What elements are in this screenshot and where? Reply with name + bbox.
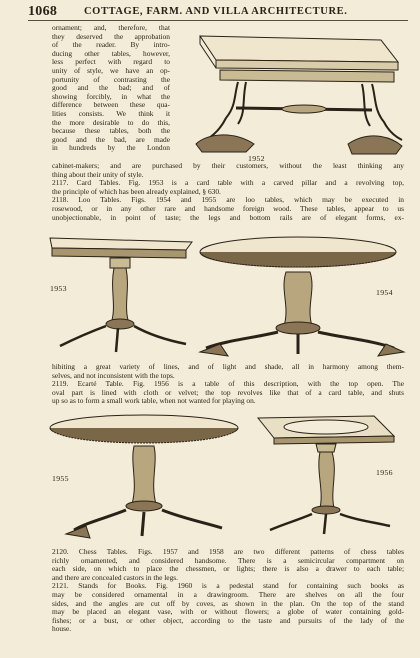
figure-1956 xyxy=(254,410,410,542)
figure-number: 1953 xyxy=(50,284,67,293)
text-line: hibiting a great variety of lines, and of light and shade, all in harmony among them- xyxy=(52,362,404,371)
text-line: ducing other tables, however, xyxy=(52,48,170,58)
text-line: the more desirable to do this, xyxy=(52,117,170,127)
text-line: good and the bad, are made xyxy=(52,134,170,144)
text-line: may be placed an elegant vase, with or without flowers; a globe of water containing gold- xyxy=(52,607,404,617)
text-line: each side, on which to place the chessmen, or lights; there is also a drawer to each table; xyxy=(52,564,404,574)
text-line: the principle of which has been already explained, § 630. xyxy=(52,186,221,196)
text-line: lities consists. We think it xyxy=(52,108,170,118)
text-line: ornament; and, therefore, that xyxy=(52,23,170,32)
text-line: portunity of contrasting the xyxy=(52,74,170,84)
paragraph-chess-tables-book-stands xyxy=(52,548,404,634)
text-line: and there are concealed castors in the legs. xyxy=(52,572,178,582)
figure-1952 xyxy=(176,26,406,166)
text-line: unity of style, we have an op- xyxy=(52,65,170,75)
text-line: thing about their unity of style. xyxy=(52,169,144,179)
text-line: difference between these qua- xyxy=(52,100,170,110)
text-line: they deserved the approbation xyxy=(52,31,170,41)
figure-number: 1954 xyxy=(376,288,393,297)
text-line: 2117. Card Tables. Fig. 1953 is a card table with a carved pillar and a revolving top, xyxy=(52,178,404,188)
page-header xyxy=(28,4,408,20)
text-line: in hundreds by the London xyxy=(52,143,170,153)
text-line: cabinet-makers; and are purchased by their customers, without the least thinking any xyxy=(52,161,404,170)
figure-number: 1956 xyxy=(376,468,393,477)
text-line: house. xyxy=(52,624,72,634)
text-line: of the reader. By intro- xyxy=(52,40,170,50)
text-line: oval part is lined with cloth or velvet; the top revolves like that of a card table, and shuts xyxy=(52,387,404,397)
page-number: 1068 xyxy=(28,4,58,19)
text-line: 2120. Chess Tables. Figs. 1957 and 1958 are two different patterns of chess tables xyxy=(52,547,404,556)
running-title: COTTAGE, FARM. AND VILLA ARCHITECTURE. xyxy=(84,6,348,17)
text-line: richly ornamented, and considered handsome. There is a semicircular compartment on xyxy=(52,555,404,565)
figure-1953 xyxy=(46,228,196,358)
table-illustration-1953 xyxy=(46,228,196,358)
text-line: 2121. Stands for Books. Fig. 1960 is a pedestal stand for containing such books as xyxy=(52,581,404,591)
text-line: less perfect with regard to xyxy=(52,57,170,67)
paragraph-ecarte-table xyxy=(52,363,404,406)
text-line: 2118. Loo Tables. Figs. 1954 and 1955 are loo tables, which may be executed in xyxy=(52,195,404,205)
text-line: may be considered ornamental in a drawingroom. There are shelves on all the four xyxy=(52,589,404,599)
paragraph-intro xyxy=(52,24,170,153)
paragraph-card-loo-tables xyxy=(52,162,404,222)
text-line: good and the bad; and of xyxy=(52,83,170,93)
text-line: unobjectionable, in point of taste; the legs and bottom rails are of elegant forms, ex- xyxy=(52,212,404,222)
text-line: up so as to form a small work table, when not wanted for playing on. xyxy=(52,396,256,406)
text-line: showing forcibly, in what the xyxy=(52,91,170,101)
text-line: 2119. Ecarté Table. Fig. 1956 is a table of this description, with the top open. The xyxy=(52,379,404,389)
text-line: sides, and the angles are cut off by coves, as shown in the plan. On the top of the stand xyxy=(52,598,404,608)
text-line: selves, and not inconsistent with the tops. xyxy=(52,370,175,380)
text-line: fishes; or a bust, or other object, according to the taste and pursuits of the lady of the xyxy=(52,615,404,625)
table-illustration-1954 xyxy=(198,228,408,368)
header-rule xyxy=(28,20,408,21)
table-illustration-1952 xyxy=(176,26,406,166)
text-line: rosewood, or in any other rare and handsome foreign wood. These tables, appear to us xyxy=(52,203,404,213)
figure-number: 1955 xyxy=(52,474,69,483)
figure-number: 1952 xyxy=(248,154,265,163)
table-illustration-1955 xyxy=(46,408,246,548)
figure-1955 xyxy=(46,408,246,548)
figure-1954 xyxy=(198,228,408,368)
text-line: because these tables, both the xyxy=(52,126,170,136)
